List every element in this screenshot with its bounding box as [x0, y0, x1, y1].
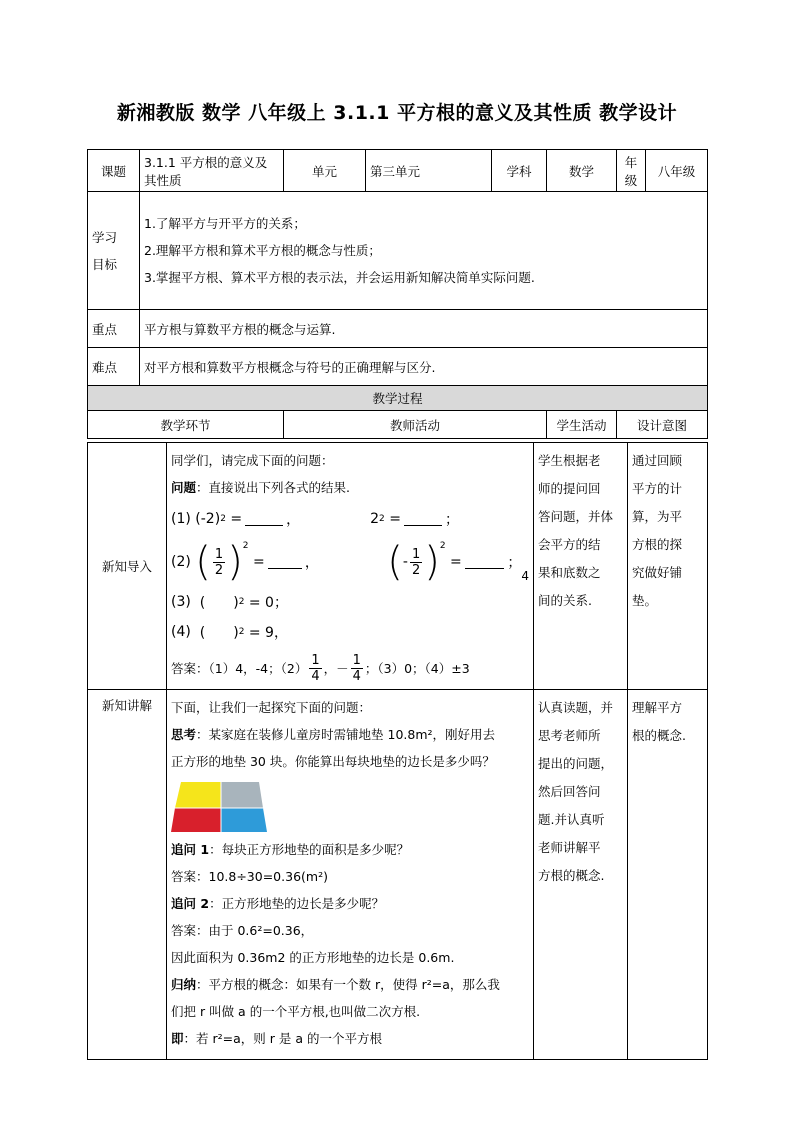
lecture-student: 认真读题，并 思考老师所 提出的问题， 然后回答问 题.并认真听 老师讲解平 方根的概念. [534, 690, 628, 1060]
col-student: 学生活动 [547, 411, 617, 439]
expr-row-1: (1) (-2) 2 = ， 2 2 = ； [171, 511, 459, 528]
key-row [88, 310, 708, 348]
unit-value: 第三单元 [366, 150, 492, 192]
col-teacher: 教师活动 [284, 411, 547, 439]
expr-row-4: (4) ( ) 2 = 9， [171, 624, 288, 641]
think-line: 思考：某家庭在装修儿童房时需铺地垫 10.8m²，刚好用去 [171, 727, 496, 742]
process-heading-row [88, 386, 708, 411]
mat-picture [171, 775, 529, 836]
col-stage: 教学环节 [88, 411, 284, 439]
goals-row [88, 192, 708, 310]
intro-row [88, 443, 708, 690]
expr-row-2: (2) ( $\frac{1}{2}$ ) 2 = ， ( - $\frac{1}{2}$ ) 2 = ； 4 [171, 539, 529, 585]
unit-label: 单元 [284, 150, 366, 192]
process-columns-row [88, 411, 708, 439]
expr-row-3: (3) ( ) 2 = 0； [171, 594, 288, 611]
process-table [87, 442, 708, 1060]
intro-intent: 通过回顾 平方的计 算，为平 方根的探 究做好铺 垫。 [628, 443, 708, 690]
grade-label: 年级 [617, 150, 646, 192]
think-line-2: 正方形的地垫 30 块。你能算出每块地垫的边长是多少吗？ [171, 754, 495, 769]
difficulty-text: 对平方根和算数平方根概念与符号的正确理解与区分. [140, 348, 708, 386]
goals-label: 学习 目标 [88, 192, 140, 310]
intro-teacher [167, 443, 534, 690]
goal-item: 1.了解平方与开平方的关系； [144, 216, 306, 231]
page-title: 新湘教版 数学 八年级上 3.1.1 平方根的意义及其性质 教学设计 [116, 102, 678, 124]
lecture-teacher [167, 690, 534, 1060]
lecture-row [88, 690, 708, 1060]
lesson-value: 3.1.1 平方根的意义及其性质 [140, 150, 284, 192]
goal-item: 3.掌握平方根、算术平方根的表示法，并会运用新知解决简单实际问题. [144, 270, 535, 285]
intro-stage: 新知导入 [88, 443, 167, 690]
grade-value: 八年级 [646, 150, 708, 192]
followup-2: 追问 2：正方形地垫的边长是多少呢？ [171, 896, 385, 911]
goals-content [140, 192, 708, 310]
intro-student: 学生根据老 师的提问回 答问题，并体 会平方的结 果和底数之 间的关系. [534, 443, 628, 690]
difficulty-label: 难点 [88, 348, 140, 386]
intro-question: 问题：直接说出下列各式的结果. [171, 480, 350, 495]
subject-value: 数学 [547, 150, 617, 192]
lecture-line: 下面，让我们一起探究下面的问题： [171, 700, 372, 715]
followup-2-answer: 答案：由于 0.6²=0.36， [171, 923, 314, 938]
header-row [88, 150, 708, 192]
subject-label: 学科 [492, 150, 547, 192]
key-label: 重点 [88, 310, 140, 348]
followup-1: 追问 1：每块正方形地垫的面积是多少呢？ [171, 842, 410, 857]
summary-2: 们把 r 叫做 a 的一个平方根,也叫做二次方根. [171, 1004, 421, 1019]
followup-2-answer-2: 因此面积为 0.36m2 的正方形地垫的边长是 0.6m. [171, 950, 455, 965]
definition: 即：若 r²=a，则 r 是 a 的一个平方根 [171, 1031, 382, 1046]
col-intent: 设计意图 [617, 411, 708, 439]
process-heading: 教学过程 [88, 386, 708, 411]
lesson-label: 课题 [88, 150, 140, 192]
lecture-stage: 新知讲解 [88, 690, 167, 1060]
followup-1-answer: 答案：10.8÷30=0.36(m²) [171, 869, 328, 884]
lecture-intent: 理解平方 根的概念. [628, 690, 708, 1060]
goal-item: 2.理解平方根和算术平方根的概念与性质； [144, 243, 381, 258]
summary: 归纳：平方根的概念：如果有一个数 r，使得 r²=a，那么我 [171, 977, 500, 992]
intro-answer: 答案：（1）4，-4；（2） $\frac{1}{4}$ ，－ $\frac{1}{4}$ ；（3）0；（4）±3 [171, 652, 470, 684]
difficulty-row [88, 348, 708, 386]
intro-line: 同学们，请完成下面的问题： [171, 453, 334, 468]
key-text: 平方根与算数平方根的概念与运算. [140, 310, 708, 348]
lesson-plan-table [87, 149, 708, 439]
